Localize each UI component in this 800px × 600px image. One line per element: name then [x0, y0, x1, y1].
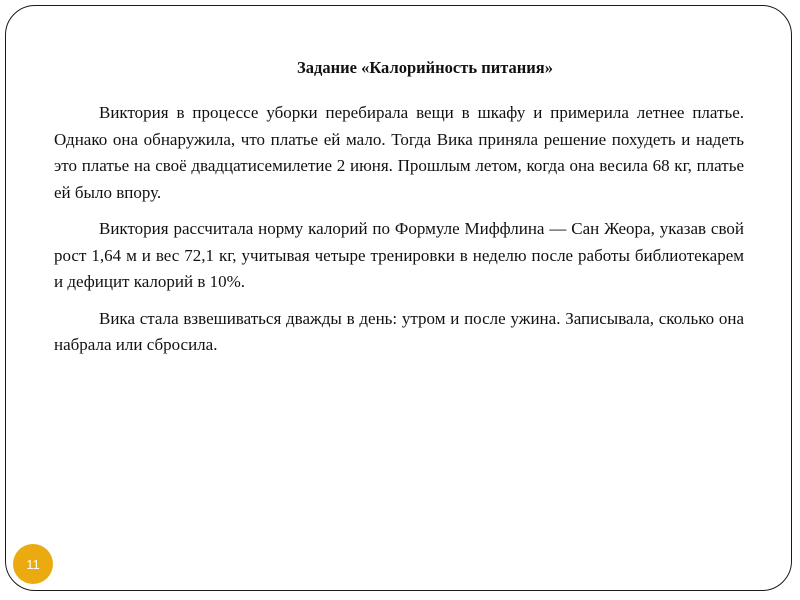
- page-number: 11: [26, 556, 40, 572]
- page-number-badge: [13, 544, 53, 584]
- paragraph-intro: Виктория в процессе уборки перебирала вещи в шкафу и примерила летнее платье. Однако она обнаружила, что платье ей мало. Тогда Вика приняла решение похудеть и надеть это платье на своё двадцатисемилетие 2 июня. Прошлым летом, когда она весила 68 кг, платье ей было впору.: [54, 103, 744, 202]
- slide-title: Задание «Калорийность питания»: [297, 58, 553, 77]
- paragraph-calorie-norm: Виктория рассчитала норму калорий по Формуле Миффлина — Сан Жеора, указав свой рост 1,64 м и вес 72,1 кг, учитывая четыре тренировки в неделю после работы библиотекарем и дефицит калорий в 10%.: [54, 219, 744, 291]
- slide-body: [54, 100, 744, 369]
- paragraph-weighing: Вика стала взвешиваться дважды в день: утром и после ужина. Записывала, сколько она набрала или сбросила.: [54, 308, 744, 354]
